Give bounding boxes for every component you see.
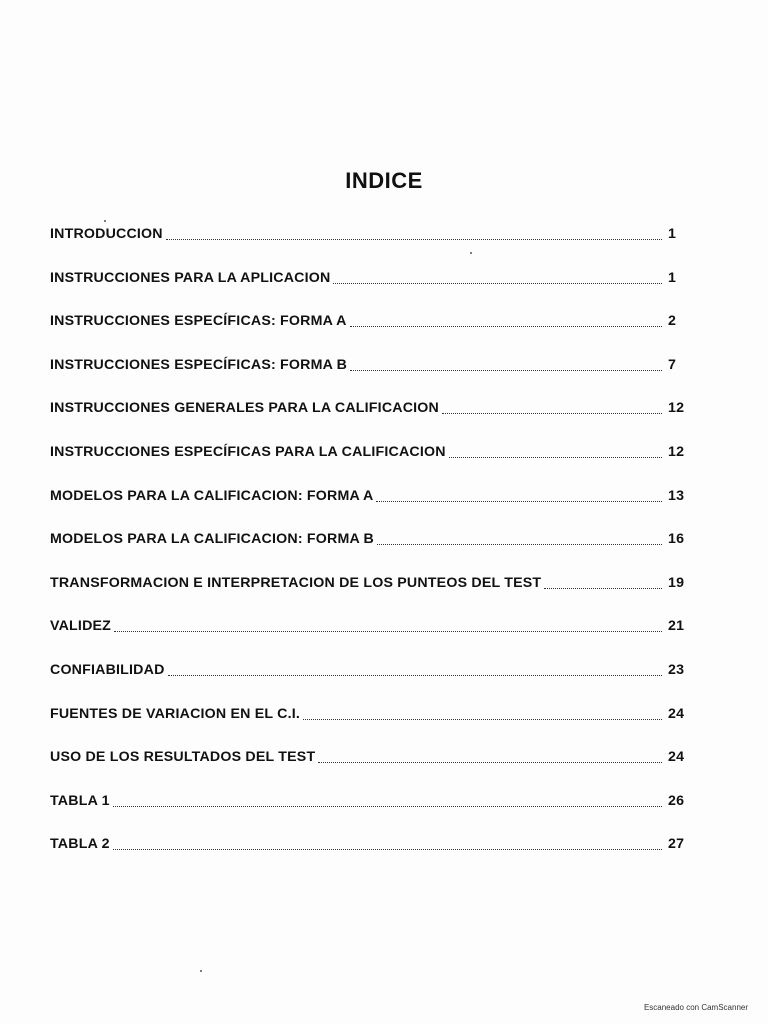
toc-entry <box>50 313 690 357</box>
scan-speck <box>470 252 472 254</box>
toc-entry <box>50 226 690 270</box>
toc-entry-title: INSTRUCCIONES ESPECÍFICAS: FORMA A <box>50 313 347 330</box>
dot-leader <box>376 491 662 502</box>
toc-entry-page: 1 <box>668 269 677 286</box>
dot-leader <box>318 752 662 763</box>
dot-leader <box>113 839 662 850</box>
toc-entry-title: TABLA 2 <box>50 836 110 853</box>
toc-entry-page: 21 <box>668 618 685 635</box>
toc-entry <box>50 531 690 575</box>
toc-entry-title: USO DE LOS RESULTADOS DEL TEST <box>50 749 316 766</box>
toc-entry <box>50 488 690 532</box>
toc-entry-page: 7 <box>668 356 677 373</box>
toc-entry-page: 2 <box>668 313 677 330</box>
toc-entry-title: TRANSFORMACION E INTERPRETACION DE LOS PUNTEOS DEL TEST <box>50 574 542 591</box>
toc-entry <box>50 749 690 793</box>
toc-entry-page: 24 <box>668 705 685 722</box>
toc-entry-page: 12 <box>668 400 685 417</box>
scanner-watermark: Escaneado con CamScanner <box>643 1003 748 1012</box>
toc-entry <box>50 357 690 401</box>
dot-leader <box>449 447 662 458</box>
toc-entry-page: 12 <box>668 443 685 460</box>
dot-leader <box>377 534 662 545</box>
table-of-contents <box>50 226 690 880</box>
toc-entry-page: 26 <box>668 792 685 809</box>
toc-entry <box>50 793 690 837</box>
toc-entry-title: CONFIABILIDAD <box>50 661 165 678</box>
dot-leader <box>544 578 662 589</box>
scan-speck <box>104 220 106 222</box>
toc-entry <box>50 270 690 314</box>
dot-leader <box>168 665 662 676</box>
toc-entry-page: 23 <box>668 661 685 678</box>
toc-entry-page: 19 <box>668 574 685 591</box>
toc-entry <box>50 706 690 750</box>
toc-entry <box>50 400 690 444</box>
toc-entry-title: TABLA 1 <box>50 792 110 809</box>
dot-leader <box>113 796 662 807</box>
toc-entry-title: MODELOS PARA LA CALIFICACION: FORMA A <box>50 487 374 504</box>
dot-leader <box>333 273 662 284</box>
toc-entry-title: INSTRUCCIONES PARA LA APLICACION <box>50 269 331 286</box>
toc-entry-title: VALIDEZ <box>50 618 112 635</box>
dot-leader <box>114 621 662 632</box>
dot-leader <box>350 360 662 371</box>
toc-entry-page: 16 <box>668 531 685 548</box>
toc-entry-title: FUENTES DE VARIACION EN EL C.I. <box>50 705 301 722</box>
scan-speck <box>200 970 202 972</box>
dot-leader <box>303 709 662 720</box>
toc-entry <box>50 662 690 706</box>
dot-leader <box>166 229 662 240</box>
toc-entry-page: 13 <box>668 487 685 504</box>
toc-entry-title: INSTRUCCIONES GENERALES PARA LA CALIFICACION <box>50 400 439 417</box>
toc-entry <box>50 836 690 880</box>
toc-entry-page: 27 <box>668 836 685 853</box>
toc-entry <box>50 618 690 662</box>
dot-leader <box>350 316 662 327</box>
page-title: INDICE <box>345 168 423 193</box>
toc-entry-page: 1 <box>668 226 677 242</box>
toc-entry-title: INSTRUCCIONES ESPECÍFICAS PARA LA CALIFICACION <box>50 443 446 460</box>
toc-entry-page: 24 <box>668 749 685 766</box>
toc-entry-title: INTRODUCCION <box>50 226 163 242</box>
toc-entry <box>50 444 690 488</box>
toc-entry-title: INSTRUCCIONES ESPECÍFICAS: FORMA B <box>50 356 348 373</box>
dot-leader <box>442 403 662 414</box>
toc-entry <box>50 575 690 619</box>
toc-entry-title: MODELOS PARA LA CALIFICACION: FORMA B <box>50 531 374 548</box>
